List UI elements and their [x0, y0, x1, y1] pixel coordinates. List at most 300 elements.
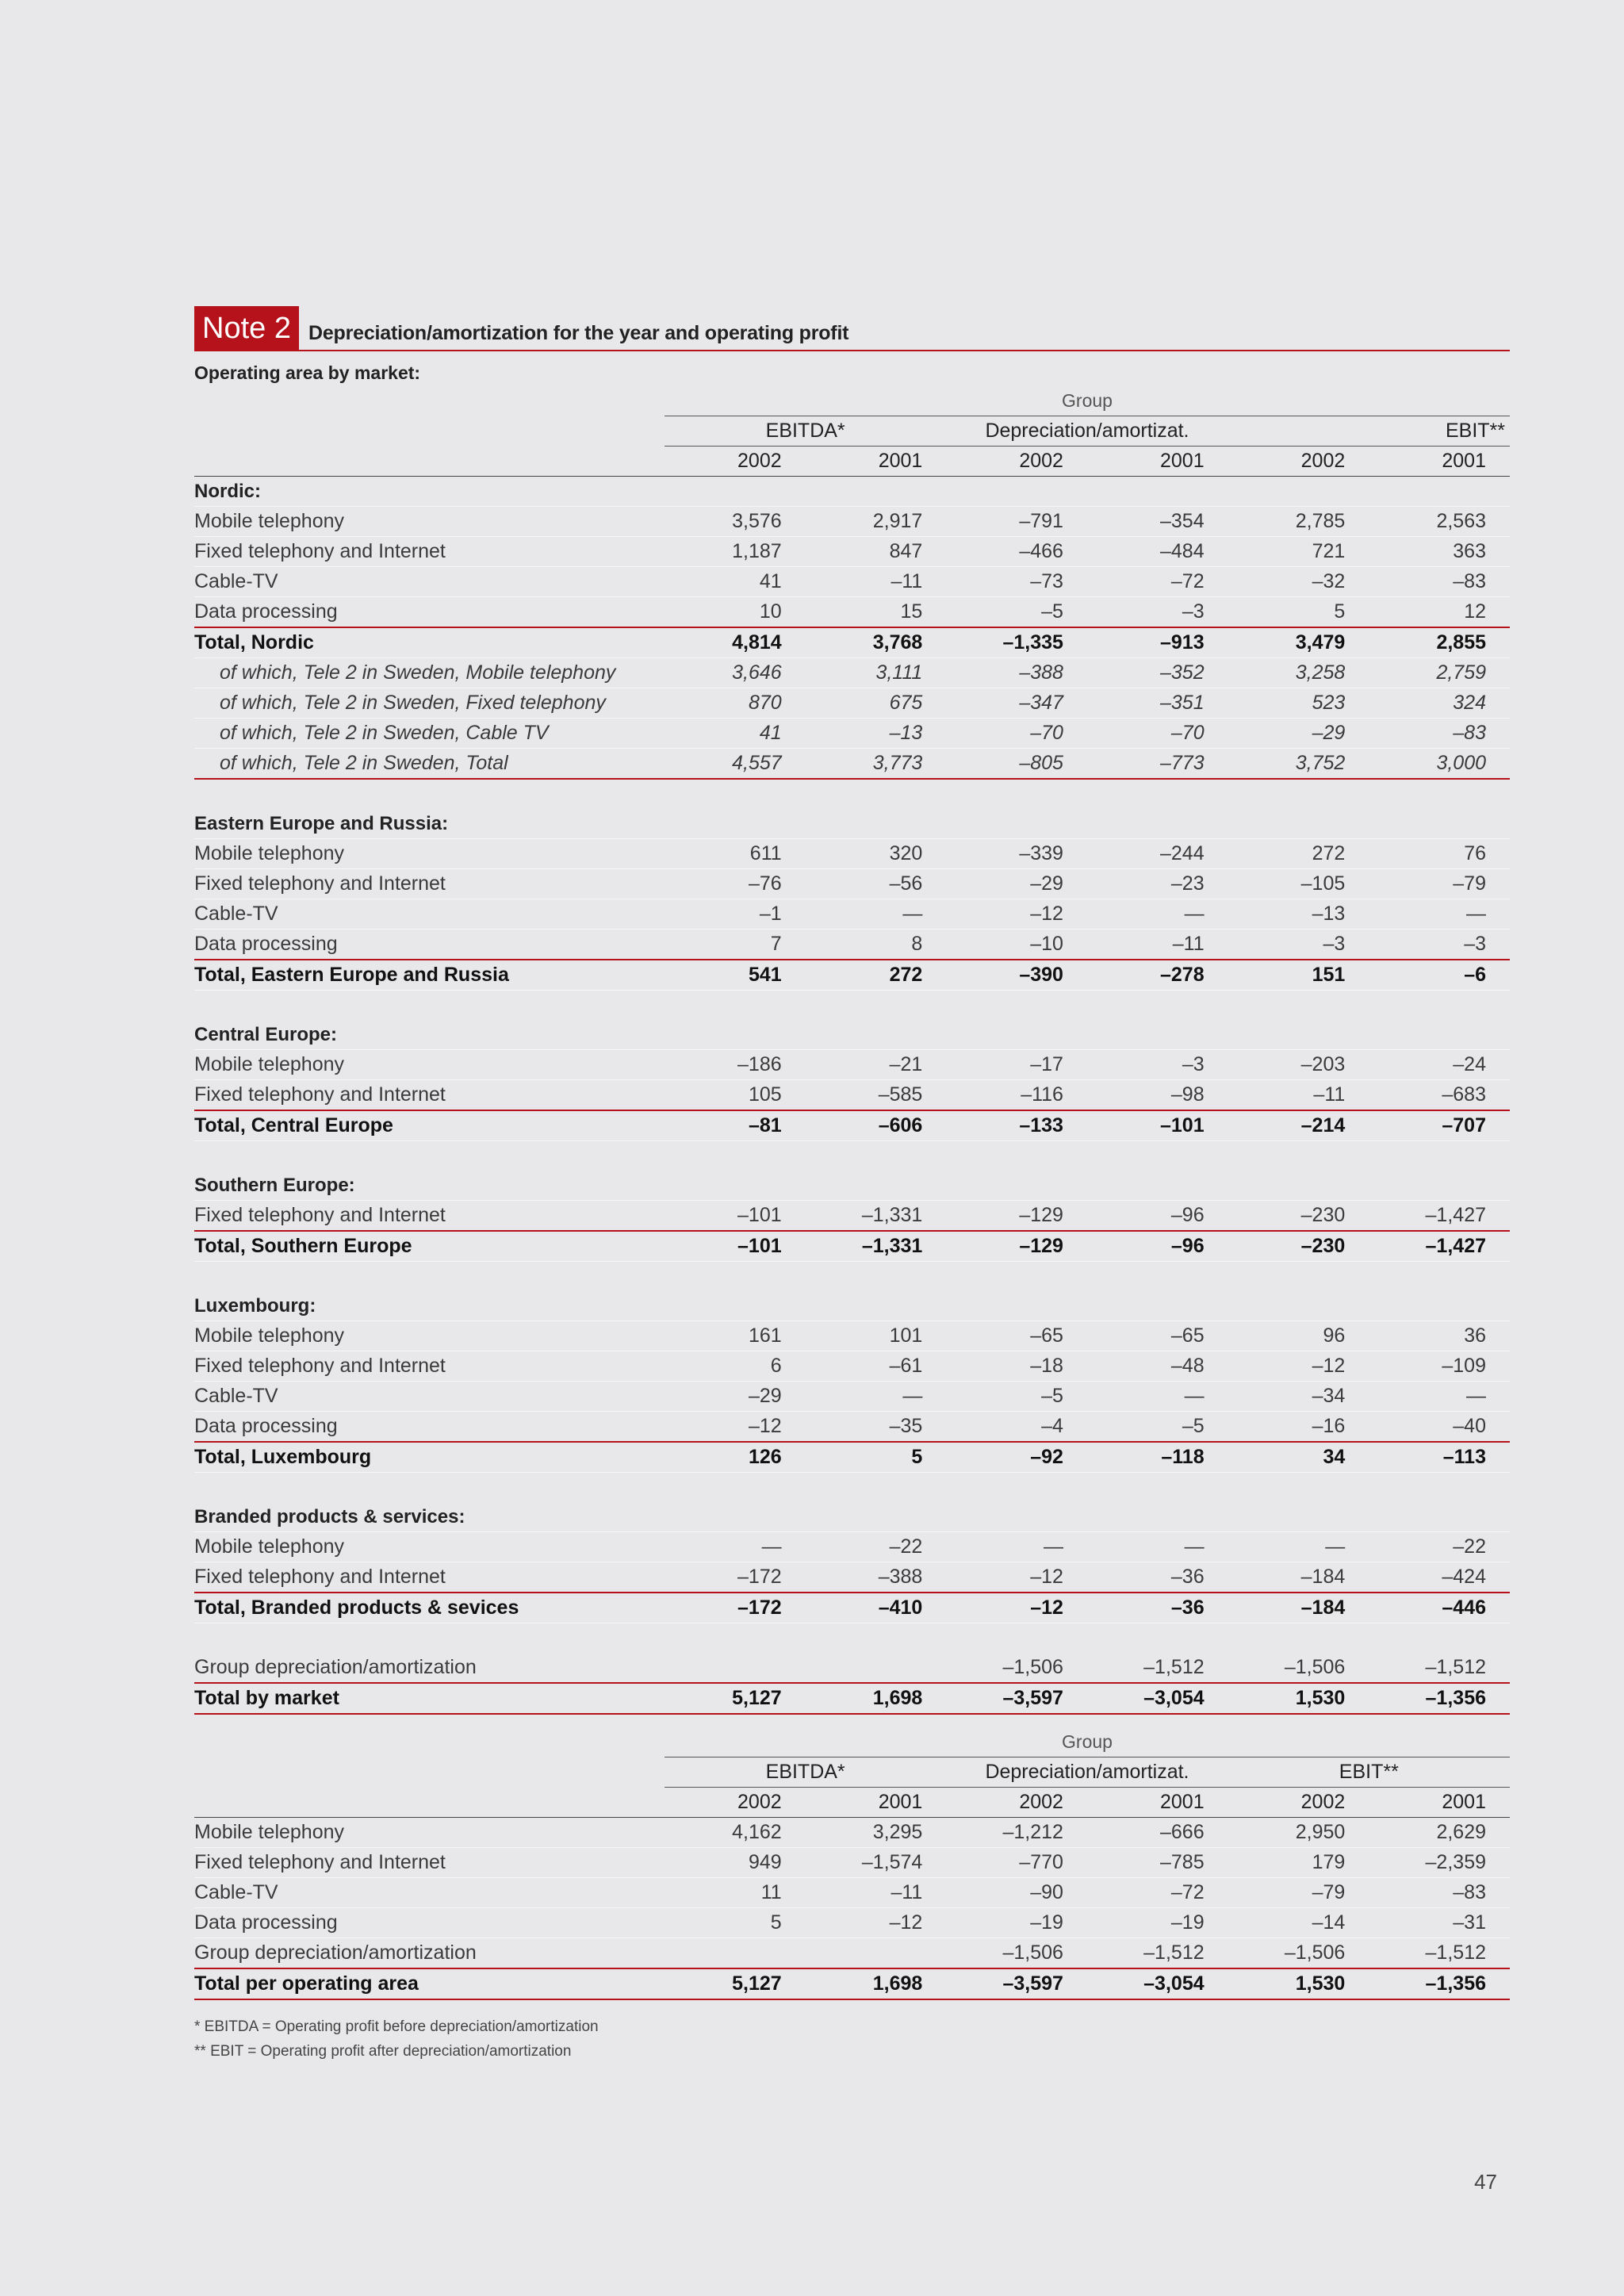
value-cell: –29: [665, 1382, 806, 1412]
value-cell: 105: [665, 1080, 806, 1111]
value-cell: –76: [665, 869, 806, 899]
value-cell: –773: [1087, 749, 1228, 780]
row-row: [194, 1412, 1510, 1443]
value-cell: –32: [1228, 567, 1369, 597]
value-cell: 2,917: [806, 507, 947, 537]
empty-cell: [946, 1502, 1087, 1532]
value-cell: –770: [946, 1848, 1087, 1878]
empty-cell: [1087, 1171, 1228, 1201]
value-cell: –72: [1087, 1878, 1228, 1908]
value-cell: 4,814: [665, 627, 806, 658]
empty-cell: [194, 416, 665, 447]
value-cell: –29: [1228, 719, 1369, 749]
value-cell: —: [1087, 899, 1228, 930]
value-cell: 3,479: [1228, 627, 1369, 658]
value-cell: –785: [1087, 1848, 1228, 1878]
spacer-row: [194, 991, 1510, 1021]
row-label: Data processing: [194, 930, 665, 960]
value-cell: –3,597: [946, 1683, 1087, 1714]
total-row: [194, 1442, 1510, 1473]
value-cell: —: [1087, 1532, 1228, 1562]
value-cell: –83: [1369, 567, 1510, 597]
metric-header-row: [194, 1757, 1510, 1788]
subtotal-row: [194, 749, 1510, 780]
value-cell: –1,512: [1369, 1938, 1510, 1969]
empty-cell: [1087, 477, 1228, 507]
year-header: 2001: [806, 1788, 947, 1818]
row-label: Fixed telephony and Internet: [194, 1351, 665, 1382]
value-cell: –13: [806, 719, 947, 749]
value-cell: 34: [1228, 1442, 1369, 1473]
empty-cell: [1087, 1291, 1228, 1321]
value-cell: 2,759: [1369, 658, 1510, 688]
group-header-row: [194, 1727, 1510, 1757]
years-header-row: [194, 1788, 1510, 1818]
value-cell: –683: [1369, 1080, 1510, 1111]
empty-cell: [665, 1171, 806, 1201]
value-cell: 541: [665, 960, 806, 991]
section-row: [194, 809, 1510, 839]
value-cell: –4: [946, 1412, 1087, 1443]
value-cell: [806, 1938, 947, 1969]
value-cell: –22: [1369, 1532, 1510, 1562]
value-cell: –83: [1369, 719, 1510, 749]
empty-cell: [946, 809, 1087, 839]
spacer-cell: [194, 1473, 1510, 1503]
value-cell: 3,576: [665, 507, 806, 537]
empty-cell: [665, 809, 806, 839]
section-row: [194, 1291, 1510, 1321]
page-number: 47: [1474, 2170, 1497, 2194]
empty-cell: [1087, 1502, 1228, 1532]
row-row: [194, 597, 1510, 628]
value-cell: –666: [1087, 1818, 1228, 1848]
value-cell: –98: [1087, 1080, 1228, 1111]
empty-cell: [1369, 1502, 1510, 1532]
value-cell: –484: [1087, 537, 1228, 567]
row-label: Fixed telephony and Internet: [194, 869, 665, 899]
row-label: Total, Nordic: [194, 627, 665, 658]
empty-cell: [806, 809, 947, 839]
sub-row: [194, 658, 1510, 688]
row-label: Mobile telephony: [194, 1321, 665, 1351]
value-cell: 5,127: [665, 1683, 806, 1714]
value-cell: 1,698: [806, 1968, 947, 1999]
value-cell: –113: [1369, 1442, 1510, 1473]
empty-cell: [665, 1020, 806, 1050]
sub-row: [194, 688, 1510, 719]
empty-cell: [665, 1502, 806, 1532]
empty-cell: [806, 477, 947, 507]
year-header: 2002: [665, 447, 806, 477]
row-row: [194, 869, 1510, 899]
operating-area-table-wrap: [194, 1727, 1510, 2000]
section-label: Luxembourg:: [194, 1291, 665, 1321]
value-cell: 12: [1369, 597, 1510, 628]
empty-cell: [1369, 1291, 1510, 1321]
empty-cell: [1228, 477, 1369, 507]
value-cell: –90: [946, 1878, 1087, 1908]
ebitda-header: EBITDA*: [665, 416, 946, 447]
value-cell: –101: [665, 1201, 806, 1232]
value-cell: –3: [1087, 597, 1228, 628]
empty-cell: [194, 447, 665, 477]
value-cell: –29: [946, 869, 1087, 899]
row-row: [194, 567, 1510, 597]
row-row: [194, 507, 1510, 537]
grandtotal-row: [194, 1683, 1510, 1714]
footnote-ebitda: * EBITDA = Operating profit before depreciation/amortization: [194, 2018, 599, 2035]
empty-cell: [946, 477, 1087, 507]
value-cell: –184: [1228, 1562, 1369, 1593]
row-label: Cable-TV: [194, 1878, 665, 1908]
row-row: [194, 1080, 1510, 1111]
market-table-wrap: [194, 386, 1510, 1715]
spacer-cell: [194, 991, 1510, 1021]
empty-cell: [1087, 1020, 1228, 1050]
value-cell: 3,295: [806, 1818, 947, 1848]
value-cell: –92: [946, 1442, 1087, 1473]
value-cell: –14: [1228, 1908, 1369, 1938]
row-label: Data processing: [194, 597, 665, 628]
value-cell: –352: [1087, 658, 1228, 688]
value-cell: –390: [946, 960, 1087, 991]
value-cell: –79: [1369, 869, 1510, 899]
value-cell: –61: [806, 1351, 947, 1382]
sub-row: [194, 719, 1510, 749]
value-cell: [806, 1653, 947, 1683]
value-cell: 721: [1228, 537, 1369, 567]
value-cell: 7: [665, 930, 806, 960]
value-cell: 949: [665, 1848, 806, 1878]
value-cell: –96: [1087, 1201, 1228, 1232]
footnotes: [194, 2014, 1510, 2064]
value-cell: –65: [946, 1321, 1087, 1351]
value-cell: –3,054: [1087, 1968, 1228, 1999]
total-row: [194, 1231, 1510, 1262]
row-label: Fixed telephony and Internet: [194, 1562, 665, 1593]
row-label: Cable-TV: [194, 567, 665, 597]
row-label: Group depreciation/amortization: [194, 1653, 665, 1683]
value-cell: –585: [806, 1080, 947, 1111]
value-cell: 3,646: [665, 658, 806, 688]
depreciation-header: Depreciation/amortizat.: [946, 1757, 1228, 1788]
value-cell: 36: [1369, 1321, 1510, 1351]
value-cell: —: [1369, 1382, 1510, 1412]
value-cell: –1,427: [1369, 1201, 1510, 1232]
empty-cell: [806, 1171, 947, 1201]
row-label: Total, Central Europe: [194, 1110, 665, 1141]
row-label: Fixed telephony and Internet: [194, 1848, 665, 1878]
value-cell: 363: [1369, 537, 1510, 567]
value-cell: –707: [1369, 1110, 1510, 1141]
value-cell: –230: [1228, 1231, 1369, 1262]
value-cell: –21: [806, 1050, 947, 1080]
value-cell: –1,331: [806, 1231, 947, 1262]
row-label: of which, Tele 2 in Sweden, Cable TV: [194, 719, 665, 749]
market-table: [194, 386, 1510, 1715]
value-cell: 1,530: [1228, 1968, 1369, 1999]
spacer-cell: [194, 1262, 1510, 1292]
value-cell: –1,335: [946, 627, 1087, 658]
value-cell: –214: [1228, 1110, 1369, 1141]
row-row: [194, 1938, 1510, 1969]
value-cell: –65: [1087, 1321, 1228, 1351]
value-cell: 2,563: [1369, 507, 1510, 537]
value-cell: 3,258: [1228, 658, 1369, 688]
value-cell: 272: [806, 960, 947, 991]
value-cell: 179: [1228, 1848, 1369, 1878]
ebitda-header: EBITDA*: [665, 1757, 946, 1788]
value-cell: –1,506: [946, 1938, 1087, 1969]
spacer-cell: [194, 1141, 1510, 1171]
value-cell: 870: [665, 688, 806, 719]
value-cell: –11: [806, 1878, 947, 1908]
value-cell: –388: [806, 1562, 947, 1593]
section-label: Branded products & services:: [194, 1502, 665, 1532]
value-cell: —: [806, 899, 947, 930]
value-cell: –410: [806, 1593, 947, 1623]
value-cell: –36: [1087, 1593, 1228, 1623]
value-cell: –805: [946, 749, 1087, 780]
value-cell: –83: [1369, 1878, 1510, 1908]
section-label: Nordic:: [194, 477, 665, 507]
section-row: [194, 1171, 1510, 1201]
total-row: [194, 960, 1510, 991]
row-row: [194, 1818, 1510, 1848]
row-row: [194, 1848, 1510, 1878]
value-cell: —: [665, 1532, 806, 1562]
value-cell: –1,506: [946, 1653, 1087, 1683]
empty-cell: [806, 1502, 947, 1532]
value-cell: 3,111: [806, 658, 947, 688]
section-row: [194, 1020, 1510, 1050]
value-cell: –72: [1087, 567, 1228, 597]
spacer-row: [194, 1623, 1510, 1654]
value-cell: –56: [806, 869, 947, 899]
value-cell: –1,512: [1369, 1653, 1510, 1683]
group-header-row: [194, 386, 1510, 416]
value-cell: –11: [806, 567, 947, 597]
value-cell: –347: [946, 688, 1087, 719]
year-header: 2001: [1087, 447, 1228, 477]
value-cell: —: [1087, 1382, 1228, 1412]
value-cell: 126: [665, 1442, 806, 1473]
row-label: of which, Tele 2 in Sweden, Total: [194, 749, 665, 780]
value-cell: –24: [1369, 1050, 1510, 1080]
value-cell: –129: [946, 1201, 1087, 1232]
value-cell: –79: [1228, 1878, 1369, 1908]
value-cell: –17: [946, 1050, 1087, 1080]
empty-cell: [806, 1020, 947, 1050]
year-header: 2001: [1369, 1788, 1510, 1818]
value-cell: 41: [665, 719, 806, 749]
row-label: Group depreciation/amortization: [194, 1938, 665, 1969]
value-cell: 611: [665, 839, 806, 869]
value-cell: –13: [1228, 899, 1369, 930]
empty-cell: [946, 1291, 1087, 1321]
value-cell: 2,629: [1369, 1818, 1510, 1848]
value-cell: –913: [1087, 627, 1228, 658]
empty-cell: [1369, 477, 1510, 507]
value-cell: 5: [806, 1442, 947, 1473]
year-header: 2001: [806, 447, 947, 477]
value-cell: –278: [1087, 960, 1228, 991]
value-cell: –5: [946, 1382, 1087, 1412]
spacer-row: [194, 1141, 1510, 1171]
value-cell: –36: [1087, 1562, 1228, 1593]
spacer-row: [194, 779, 1510, 809]
value-cell: –133: [946, 1110, 1087, 1141]
note-badge: Note 2: [194, 306, 299, 350]
empty-cell: [665, 477, 806, 507]
value-cell: 272: [1228, 839, 1369, 869]
value-cell: 4,557: [665, 749, 806, 780]
row-label: Fixed telephony and Internet: [194, 1201, 665, 1232]
value-cell: 675: [806, 688, 947, 719]
value-cell: –35: [806, 1412, 947, 1443]
value-cell: –48: [1087, 1351, 1228, 1382]
value-cell: –23: [1087, 869, 1228, 899]
value-cell: –1: [665, 899, 806, 930]
value-cell: 5: [1228, 597, 1369, 628]
value-cell: –230: [1228, 1201, 1369, 1232]
value-cell: –3: [1369, 930, 1510, 960]
value-cell: –1,506: [1228, 1938, 1369, 1969]
value-cell: 1,698: [806, 1683, 947, 1714]
ebit-header: EBIT**: [1228, 416, 1510, 447]
value-cell: –31: [1369, 1908, 1510, 1938]
value-cell: –12: [1228, 1351, 1369, 1382]
value-cell: 1,530: [1228, 1683, 1369, 1714]
value-cell: 2,950: [1228, 1818, 1369, 1848]
value-cell: –12: [946, 1593, 1087, 1623]
year-header: 2002: [1228, 1788, 1369, 1818]
value-cell: 151: [1228, 960, 1369, 991]
value-cell: –12: [946, 1562, 1087, 1593]
value-cell: —: [1369, 899, 1510, 930]
value-cell: –12: [665, 1412, 806, 1443]
row-label: Fixed telephony and Internet: [194, 537, 665, 567]
value-cell: –73: [946, 567, 1087, 597]
note-page: [194, 306, 1510, 2064]
value-cell: –96: [1087, 1231, 1228, 1262]
note-header: [194, 306, 1510, 351]
value-cell: –19: [1087, 1908, 1228, 1938]
row-row: [194, 537, 1510, 567]
value-cell: –186: [665, 1050, 806, 1080]
value-cell: –101: [1087, 1110, 1228, 1141]
empty-cell: [194, 1788, 665, 1818]
value-cell: –2,359: [1369, 1848, 1510, 1878]
grandtotal-row: [194, 1968, 1510, 1999]
value-cell: –3: [1087, 1050, 1228, 1080]
value-cell: –244: [1087, 839, 1228, 869]
section-label: Central Europe:: [194, 1020, 665, 1050]
value-cell: 15: [806, 597, 947, 628]
row-row: [194, 1321, 1510, 1351]
row-label: Data processing: [194, 1412, 665, 1443]
row-row: [194, 1532, 1510, 1562]
value-cell: –351: [1087, 688, 1228, 719]
empty-cell: [194, 1757, 665, 1788]
subtitle: Operating area by market:: [194, 362, 421, 383]
row-row: [194, 1351, 1510, 1382]
value-cell: –1,512: [1087, 1653, 1228, 1683]
spacer-cell: [194, 779, 1510, 809]
metric-header-row: [194, 416, 1510, 447]
value-cell: —: [806, 1382, 947, 1412]
row-row: [194, 1382, 1510, 1412]
total-row: [194, 1110, 1510, 1141]
value-cell: –11: [1087, 930, 1228, 960]
value-cell: –105: [1228, 869, 1369, 899]
row-label: Total by market: [194, 1683, 665, 1714]
value-cell: [665, 1938, 806, 1969]
value-cell: 76: [1369, 839, 1510, 869]
row-label: Fixed telephony and Internet: [194, 1080, 665, 1111]
value-cell: –172: [665, 1593, 806, 1623]
spacer-cell: [194, 1623, 1510, 1654]
value-cell: –116: [946, 1080, 1087, 1111]
value-cell: 161: [665, 1321, 806, 1351]
row-label: Mobile telephony: [194, 1532, 665, 1562]
empty-cell: [194, 386, 665, 416]
value-cell: –339: [946, 839, 1087, 869]
value-cell: –1,331: [806, 1201, 947, 1232]
group-label: Group: [665, 1727, 1510, 1757]
total-row: [194, 1593, 1510, 1623]
value-cell: –5: [1087, 1412, 1228, 1443]
value-cell: 324: [1369, 688, 1510, 719]
value-cell: –109: [1369, 1351, 1510, 1382]
value-cell: –22: [806, 1532, 947, 1562]
value-cell: 10: [665, 597, 806, 628]
section-label: Eastern Europe and Russia:: [194, 809, 665, 839]
operating-area-table: [194, 1727, 1510, 2000]
row-row: [194, 1908, 1510, 1938]
value-cell: –1,427: [1369, 1231, 1510, 1262]
value-cell: –6: [1369, 960, 1510, 991]
empty-cell: [806, 1291, 947, 1321]
value-cell: –388: [946, 658, 1087, 688]
row-row: [194, 1878, 1510, 1908]
value-cell: –1,506: [1228, 1653, 1369, 1683]
value-cell: –101: [665, 1231, 806, 1262]
ebit-header: EBIT**: [1228, 1757, 1510, 1788]
empty-cell: [1369, 809, 1510, 839]
value-cell: –3,597: [946, 1968, 1087, 1999]
value-cell: –70: [946, 719, 1087, 749]
row-label: Data processing: [194, 1908, 665, 1938]
value-cell: –34: [1228, 1382, 1369, 1412]
empty-cell: [946, 1171, 1087, 1201]
value-cell: –1,356: [1369, 1683, 1510, 1714]
section-label: Southern Europe:: [194, 1171, 665, 1201]
value-cell: 320: [806, 839, 947, 869]
value-cell: –16: [1228, 1412, 1369, 1443]
value-cell: –1,574: [806, 1848, 947, 1878]
section-row: [194, 1502, 1510, 1532]
value-cell: 2,855: [1369, 627, 1510, 658]
value-cell: –1,356: [1369, 1968, 1510, 1999]
row-row: [194, 1050, 1510, 1080]
empty-cell: [946, 1020, 1087, 1050]
row-label: Total, Branded products & sevices: [194, 1593, 665, 1623]
value-cell: –12: [946, 899, 1087, 930]
row-row: [194, 1562, 1510, 1593]
row-row: [194, 839, 1510, 869]
